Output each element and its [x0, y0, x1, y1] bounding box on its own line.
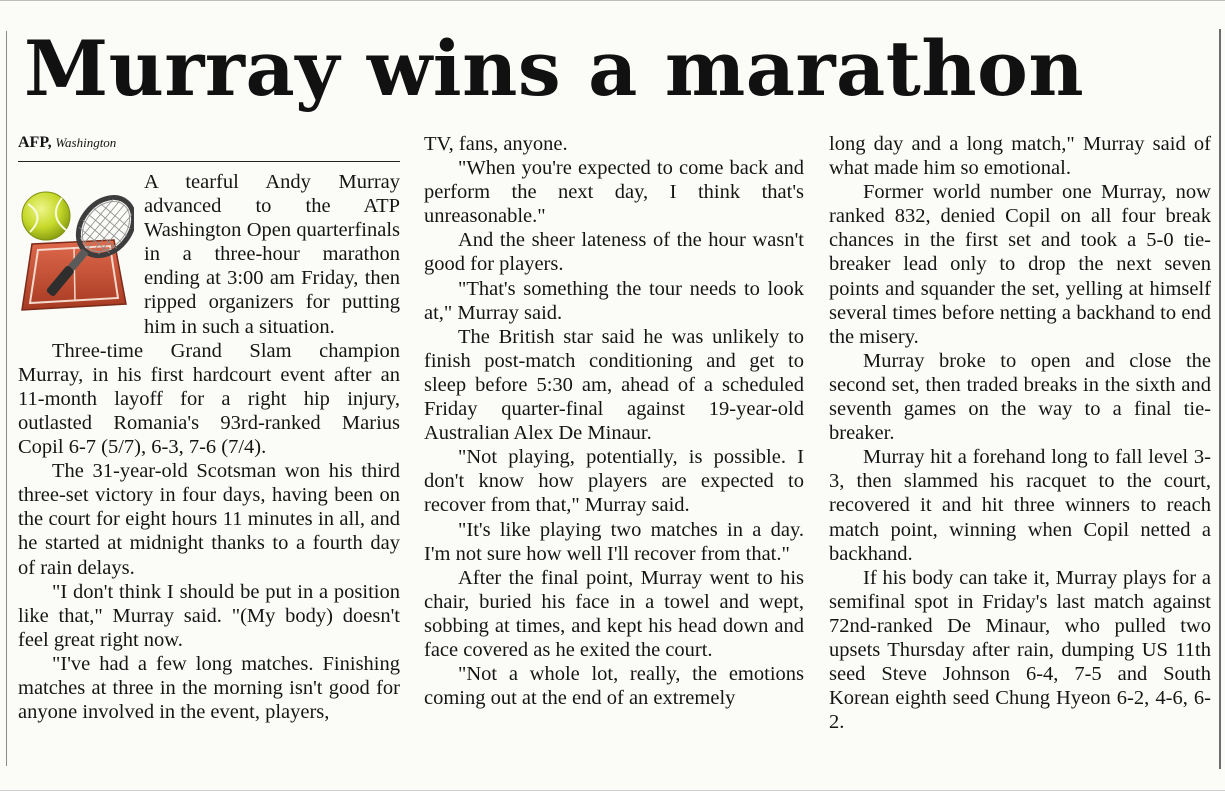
paragraph: TV, fans, anyone. [424, 133, 568, 155]
paragraph: long day and a long match," Murray said of what made him so emotional. [829, 133, 1211, 180]
byline-agency: AFP, [18, 134, 52, 151]
right-page-edge [1219, 29, 1221, 769]
paragraph: The British star said he was unlikely to finish post-match conditioning and get to sleep before 5:30 am, ahead of a scheduled Friday quarter-final against 19-year-old Australian Alex De Minaur. [424, 325, 804, 445]
paragraph: And the sheer lateness of the hour wasn't good for players. [424, 229, 804, 276]
paragraph: "When you're expected to come back and perform the next day, I think that's unreasonable." [424, 157, 804, 228]
tennis-icon [18, 178, 134, 316]
paragraph: If his body can take it, Murray plays for a semifinal spot in Friday's last match against 72nd-ranked De Minaur, who pulled two upsets Thursday after rain, dumping US 11th seed Steve Johnson 6-4, 7-5 and South Korean eighth seed Chung Hyeon 6-2, 4-6, 6-2. [829, 566, 1211, 734]
paragraph: Three-time Grand Slam champion Murray, in his first hardcourt event after an 11-month layoff for a right hip injury, outlasted Romania's 93rd-ranked Marius Copil 6-7 (5/7), 6-3, 7-6 (7/4). [18, 339, 400, 459]
left-column-rule [6, 31, 7, 766]
paragraph: After the final point, Murray went to his chair, buried his face in a towel and wept, sobbing at times, and kept his head down and face covered as he exited the court. [424, 566, 804, 661]
paragraph: A tearful Andy Murray advanced to the ATP Washington Open quarterfinals in a three-hour marathon ending at 3:00 am Friday, then ripped organizers for putting him in such a situation. [144, 171, 400, 338]
article-column-1 [18, 131, 400, 724]
paragraph: "I've had a few long matches. Finishing matches at three in the morning isn't good for anyone involved in the event, players, [18, 652, 400, 724]
article-column-3 [829, 132, 1211, 734]
paragraph: Murray hit a forehand long to fall level 3-3, then slammed his racquet to the court, recovered it and hit three winners to reach match point, winning when Copil netted a backhand. [829, 446, 1211, 565]
paragraph: "Not playing, potentially, is possible. I don't know how players are expected to recover from that," Murray said. [424, 446, 804, 517]
paragraph: "That's something the tour needs to look at," Murray said. [424, 277, 804, 324]
paragraph: "It's like playing two matches in a day. I'm not sure how well I'll recover from that." [424, 518, 804, 565]
paragraph: "Not a whole lot, really, the emotions coming out at the end of an extremely [424, 663, 804, 710]
paragraph: "I don't think I should be put in a position like that," Murray said. "(My body) doesn't feel great right now. [18, 580, 400, 651]
paragraph: Murray broke to open and close the second set, then traded breaks in the sixth and seventh games on the way to a final tie-breaker. [829, 349, 1211, 445]
byline-city: Washington [55, 135, 117, 150]
article-column-2 [424, 132, 804, 710]
byline [18, 131, 400, 162]
headline: Murray wins a marathon [24, 24, 1085, 113]
paragraph: Former world number one Murray, now ranked 832, denied Copil on all four break chances in the first set and took a 5-0 tie-breaker lead only to drop the next seven points and squander the set, yelling at himself several times before netting a backhand to end the misery. [829, 181, 1211, 348]
paragraph: The 31-year-old Scotsman won his third three-set victory in four days, having been on the court for eight hours 11 minutes in all, and he started at midnight thanks to a fourth day of rain delays. [18, 460, 400, 579]
ball-shape [22, 192, 70, 240]
tennis-icon-graphic [18, 178, 134, 316]
